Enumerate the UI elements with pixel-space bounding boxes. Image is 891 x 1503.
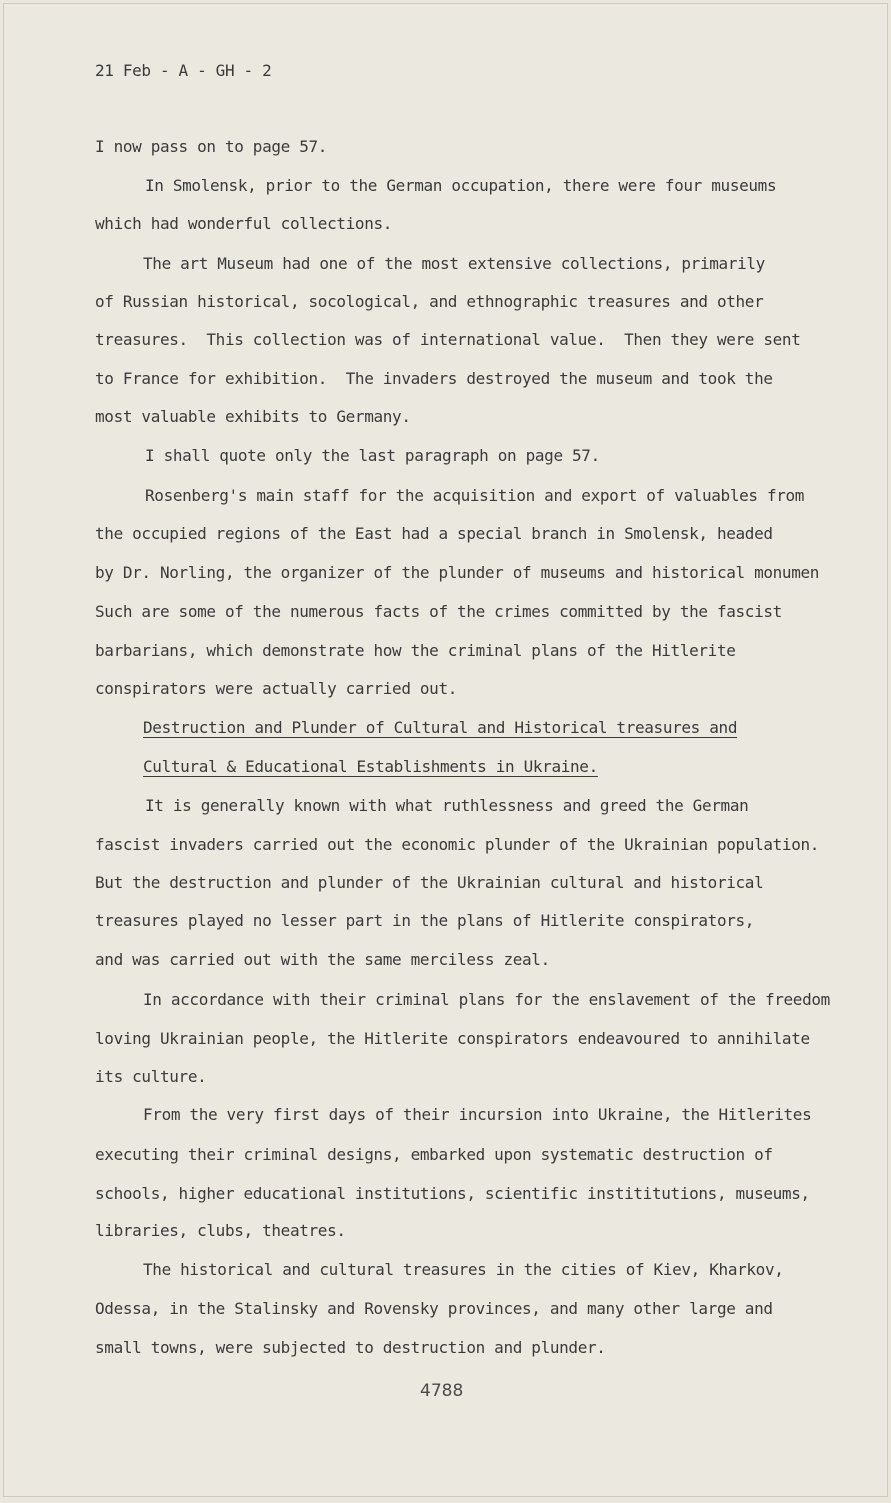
text-line: executing their criminal designs, embarked upon systematic destruction of [95,1145,773,1164]
text-line: conspirators were actually carried out. [95,679,458,698]
text-line: which had wonderful collections. [95,214,393,233]
text-line: to France for exhibition. The invaders destroyed the museum and took the [95,369,773,388]
text-line: and was carried out with the same merciless zeal. [95,950,550,969]
text-line: of Russian historical, socological, and ethnographic treasures and other [95,292,764,311]
text-line: its culture. [95,1067,207,1086]
text-line: Rosenberg's main staff for the acquisition and export of valuables from [145,486,805,505]
text-line: libraries, clubs, theatres. [95,1221,346,1240]
text-line: the occupied regions of the East had a special branch in Smolensk, headed [95,524,773,543]
header-reference: 21 Feb - A - GH - 2 [95,61,272,80]
text-line: Such are some of the numerous facts of the crimes committed by the fascist [95,602,782,621]
text-line: In accordance with their criminal plans for the enslavement of the freedom [143,990,830,1009]
text-line: treasures. This collection was of international value. Then they were sent [95,330,801,349]
text-line: It is generally known with what ruthlessness and greed the German [145,796,749,815]
text-line: The historical and cultural treasures in the cities of Kiev, Kharkov, [143,1260,784,1279]
text-line: small towns, were subjected to destruction and plunder. [95,1338,606,1357]
text-line: The art Museum had one of the most extensive collections, primarily [143,254,765,273]
document-page [3,3,888,1497]
text-line: fascist invaders carried out the economic plunder of the Ukrainian population. [95,835,820,854]
text-line: Odessa, in the Stalinsky and Rovensky provinces, and many other large and [95,1299,773,1318]
text-line: From the very first days of their incursion into Ukraine, the Hitlerites [143,1105,812,1124]
page-number: 4788 [420,1381,464,1401]
text-line: by Dr. Norling, the organizer of the plunder of museums and historical monumen [95,563,820,582]
text-line: treasures played no lesser part in the plans of Hitlerite conspirators, [95,911,755,930]
text-line: I shall quote only the last paragraph on page 57. [145,446,600,465]
text-line: barbarians, which demonstrate how the criminal plans of the Hitlerite [95,641,736,660]
section-heading: Cultural & Educational Establishments in Ukraine. [143,757,598,776]
section-heading: Destruction and Plunder of Cultural and Historical treasures and [143,718,738,737]
text-line: schools, higher educational institutions, scientific instititutions, museums, [95,1184,810,1203]
text-line: I now pass on to page 57. [95,137,328,156]
text-line: loving Ukrainian people, the Hitlerite conspirators endeavoured to annihilate [95,1029,810,1048]
text-line: But the destruction and plunder of the Ukrainian cultural and historical [95,873,764,892]
text-line: In Smolensk, prior to the German occupation, there were four museums [145,176,777,195]
text-line: most valuable exhibits to Germany. [95,407,411,426]
